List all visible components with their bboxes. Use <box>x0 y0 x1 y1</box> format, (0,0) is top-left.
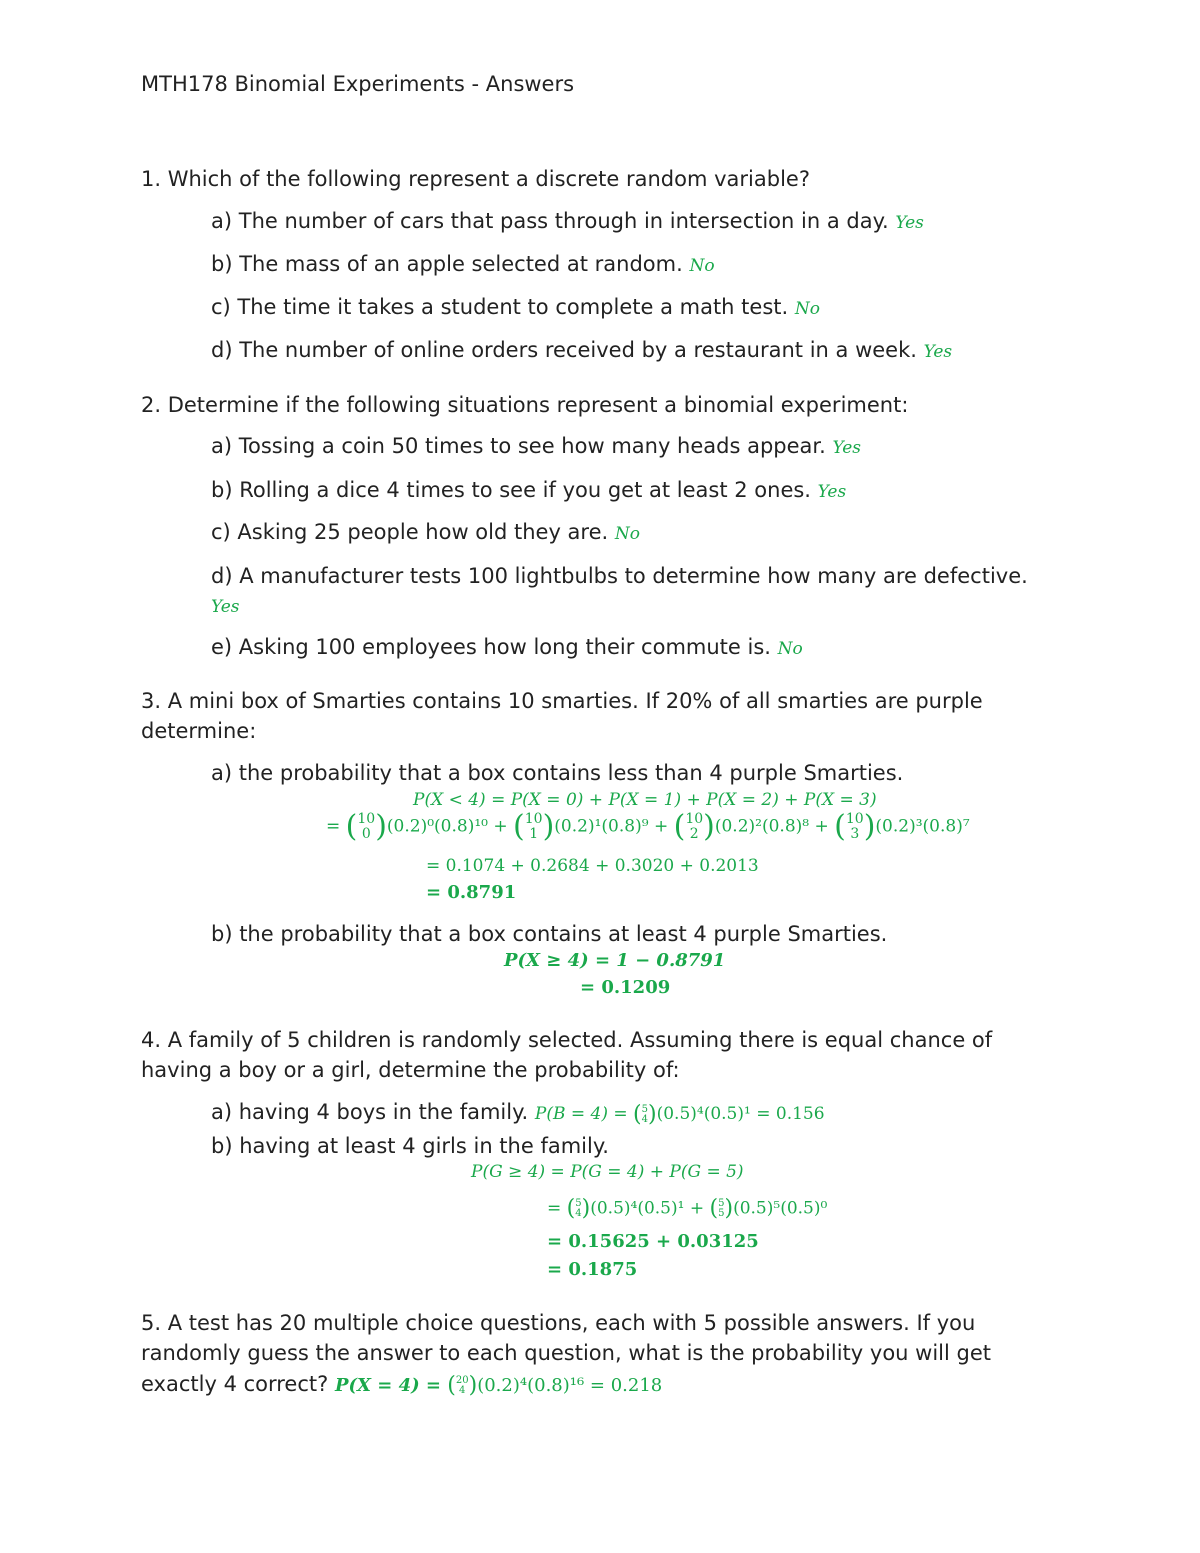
q2-c-answer: No <box>614 524 640 544</box>
q2-item-e <box>211 635 803 659</box>
q3-a-term3-rest: (0.2)³(0.8)⁷ <box>875 816 970 837</box>
q1-prompt: 1. Which of the following represent a discrete random variable? <box>141 167 810 191</box>
binomial-coefficient: ( 10 1 ) <box>513 809 555 844</box>
q3-b-text: b) the probability that a box contains at least 4 purple Smarties. <box>211 922 888 946</box>
q2-a-text: a) Tossing a coin 50 times to see how many heads appear. <box>211 434 826 458</box>
q2-item-c <box>211 520 640 544</box>
q2-item-b <box>211 478 846 502</box>
q4-b-result: = 0.1875 <box>547 1259 638 1280</box>
q5-prompt-line3: exactly 4 correct? <box>141 1372 329 1396</box>
q3-a-equation-line2: = ( 10 0 ) (0.2)⁰(0.8)¹⁰ + ( 10 1 ) (0.2)¹(0.8)⁹ + ( 10 2 ) (0.2)²(0.8)⁸ + ( 10 3 ) (0.2)³(0.8)⁷ <box>326 809 970 844</box>
q4-a-equation: P(B = 4) = ( 5 4 ) (0.5)⁴(0.5)¹ = 0.156 <box>534 1101 825 1127</box>
q5-prompt-line2: randomly guess the answer to each question, what is the probability you will get <box>141 1341 991 1365</box>
q3-a-result: = 0.8791 <box>426 882 517 903</box>
binomial-coefficient: ( 5 4 ) <box>633 1101 657 1127</box>
q4-b-equation-line3: = 0.15625 + 0.03125 <box>547 1231 759 1252</box>
q2-d-answer: Yes <box>211 597 240 617</box>
binomial-coefficient: ( 5 5 ) <box>709 1196 734 1221</box>
q1-b-answer: No <box>689 256 715 276</box>
q2-e-text: e) Asking 100 employees how long their commute is. <box>211 635 771 659</box>
q1-item-b <box>211 252 715 276</box>
q2-item-a <box>211 434 861 458</box>
binomial-coefficient: ( 10 3 ) <box>834 809 876 844</box>
q2-prompt: 2. Determine if the following situations represent a binomial experiment: <box>141 393 909 417</box>
q3-b-result: = 0.1209 <box>580 977 671 998</box>
q2-a-answer: Yes <box>832 438 862 458</box>
q1-b-text: b) The mass of an apple selected at random. <box>211 252 683 276</box>
q3-prompt-line2: determine: <box>141 719 257 743</box>
binomial-coefficient: ( 20 4 ) <box>447 1373 478 1398</box>
q1-a-text: a) The number of cars that pass through in intersection in a day. <box>211 209 889 233</box>
q3-a-equation-line1: P(X < 4) = P(X = 0) + P(X = 1) + P(X = 2) + P(X = 3) <box>413 790 877 810</box>
q4-b-text: b) having at least 4 girls in the family. <box>211 1134 609 1158</box>
binomial-coefficient: ( 10 0 ) <box>345 809 387 844</box>
q3-a-equation-line3: = 0.1074 + 0.2684 + 0.3020 + 0.2013 <box>426 856 759 876</box>
q5-prompt-line1: 5. A test has 20 multiple choice questions, each with 5 possible answers. If you <box>141 1311 976 1335</box>
q1-c-answer: No <box>794 299 820 319</box>
q4-item-a <box>211 1100 825 1126</box>
q1-a-answer: Yes <box>895 213 924 233</box>
q3-prompt-line1: 3. A mini box of Smarties contains 10 smarties. If 20% of all smarties are purple <box>141 689 983 713</box>
q1-item-c <box>211 295 820 319</box>
q1-item-d <box>211 338 952 362</box>
q1-d-answer: Yes <box>923 342 953 362</box>
document-title: MTH178 Binomial Experiments - Answers <box>141 72 575 96</box>
q2-c-text: c) Asking 25 people how old they are. <box>211 520 609 544</box>
q3-a-text: a) the probability that a box contains less than 4 purple Smarties. <box>211 761 904 785</box>
q2-item-d-answer-line <box>211 593 240 617</box>
q1-c-text: c) The time it takes a student to complete a math test. <box>211 295 789 319</box>
q1-d-text: d) The number of online orders received by a restaurant in a week. <box>211 338 917 362</box>
q2-b-answer: Yes <box>817 482 847 502</box>
binomial-coefficient: ( 10 2 ) <box>673 809 715 844</box>
q2-b-text: b) Rolling a dice 4 times to see if you get at least 2 ones. <box>211 478 811 502</box>
q4-b-equation-line1: P(G ≥ 4) = P(G = 4) + P(G = 5) <box>471 1162 744 1182</box>
q1-item-a <box>211 209 924 233</box>
q5-equation: P(X = 4) = ( 20 4 ) (0.2)⁴(0.8)¹⁶ = 0.218 <box>334 1373 663 1398</box>
q2-d-text: d) A manufacturer tests 100 lightbulbs to determine how many are defective. <box>211 564 1028 588</box>
q4-prompt-line2: having a boy or a girl, determine the probability of: <box>141 1058 680 1082</box>
q3-a-term2-rest: (0.2)²(0.8)⁸ <box>714 816 810 837</box>
q3-a-term0-rest: (0.2)⁰(0.8)¹⁰ <box>386 816 488 837</box>
q4-a-text: a) having 4 boys in the family. <box>211 1100 529 1124</box>
q3-b-equation-line1: P(X ≥ 4) = 1 − 0.8791 <box>504 950 726 971</box>
binomial-coefficient: ( 5 4 ) <box>566 1196 591 1221</box>
q2-e-answer: No <box>777 639 803 659</box>
q5-prompt-line3-row <box>141 1372 662 1397</box>
q3-a-term1-rest: (0.2)¹(0.8)⁹ <box>554 816 649 837</box>
q4-prompt-line1: 4. A family of 5 children is randomly selected. Assuming there is equal chance of <box>141 1028 993 1052</box>
q4-b-equation-line2: = ( 5 4 ) (0.5)⁴(0.5)¹ + ( 5 5 ) (0.5)⁵(0.5)⁰ <box>547 1196 828 1221</box>
